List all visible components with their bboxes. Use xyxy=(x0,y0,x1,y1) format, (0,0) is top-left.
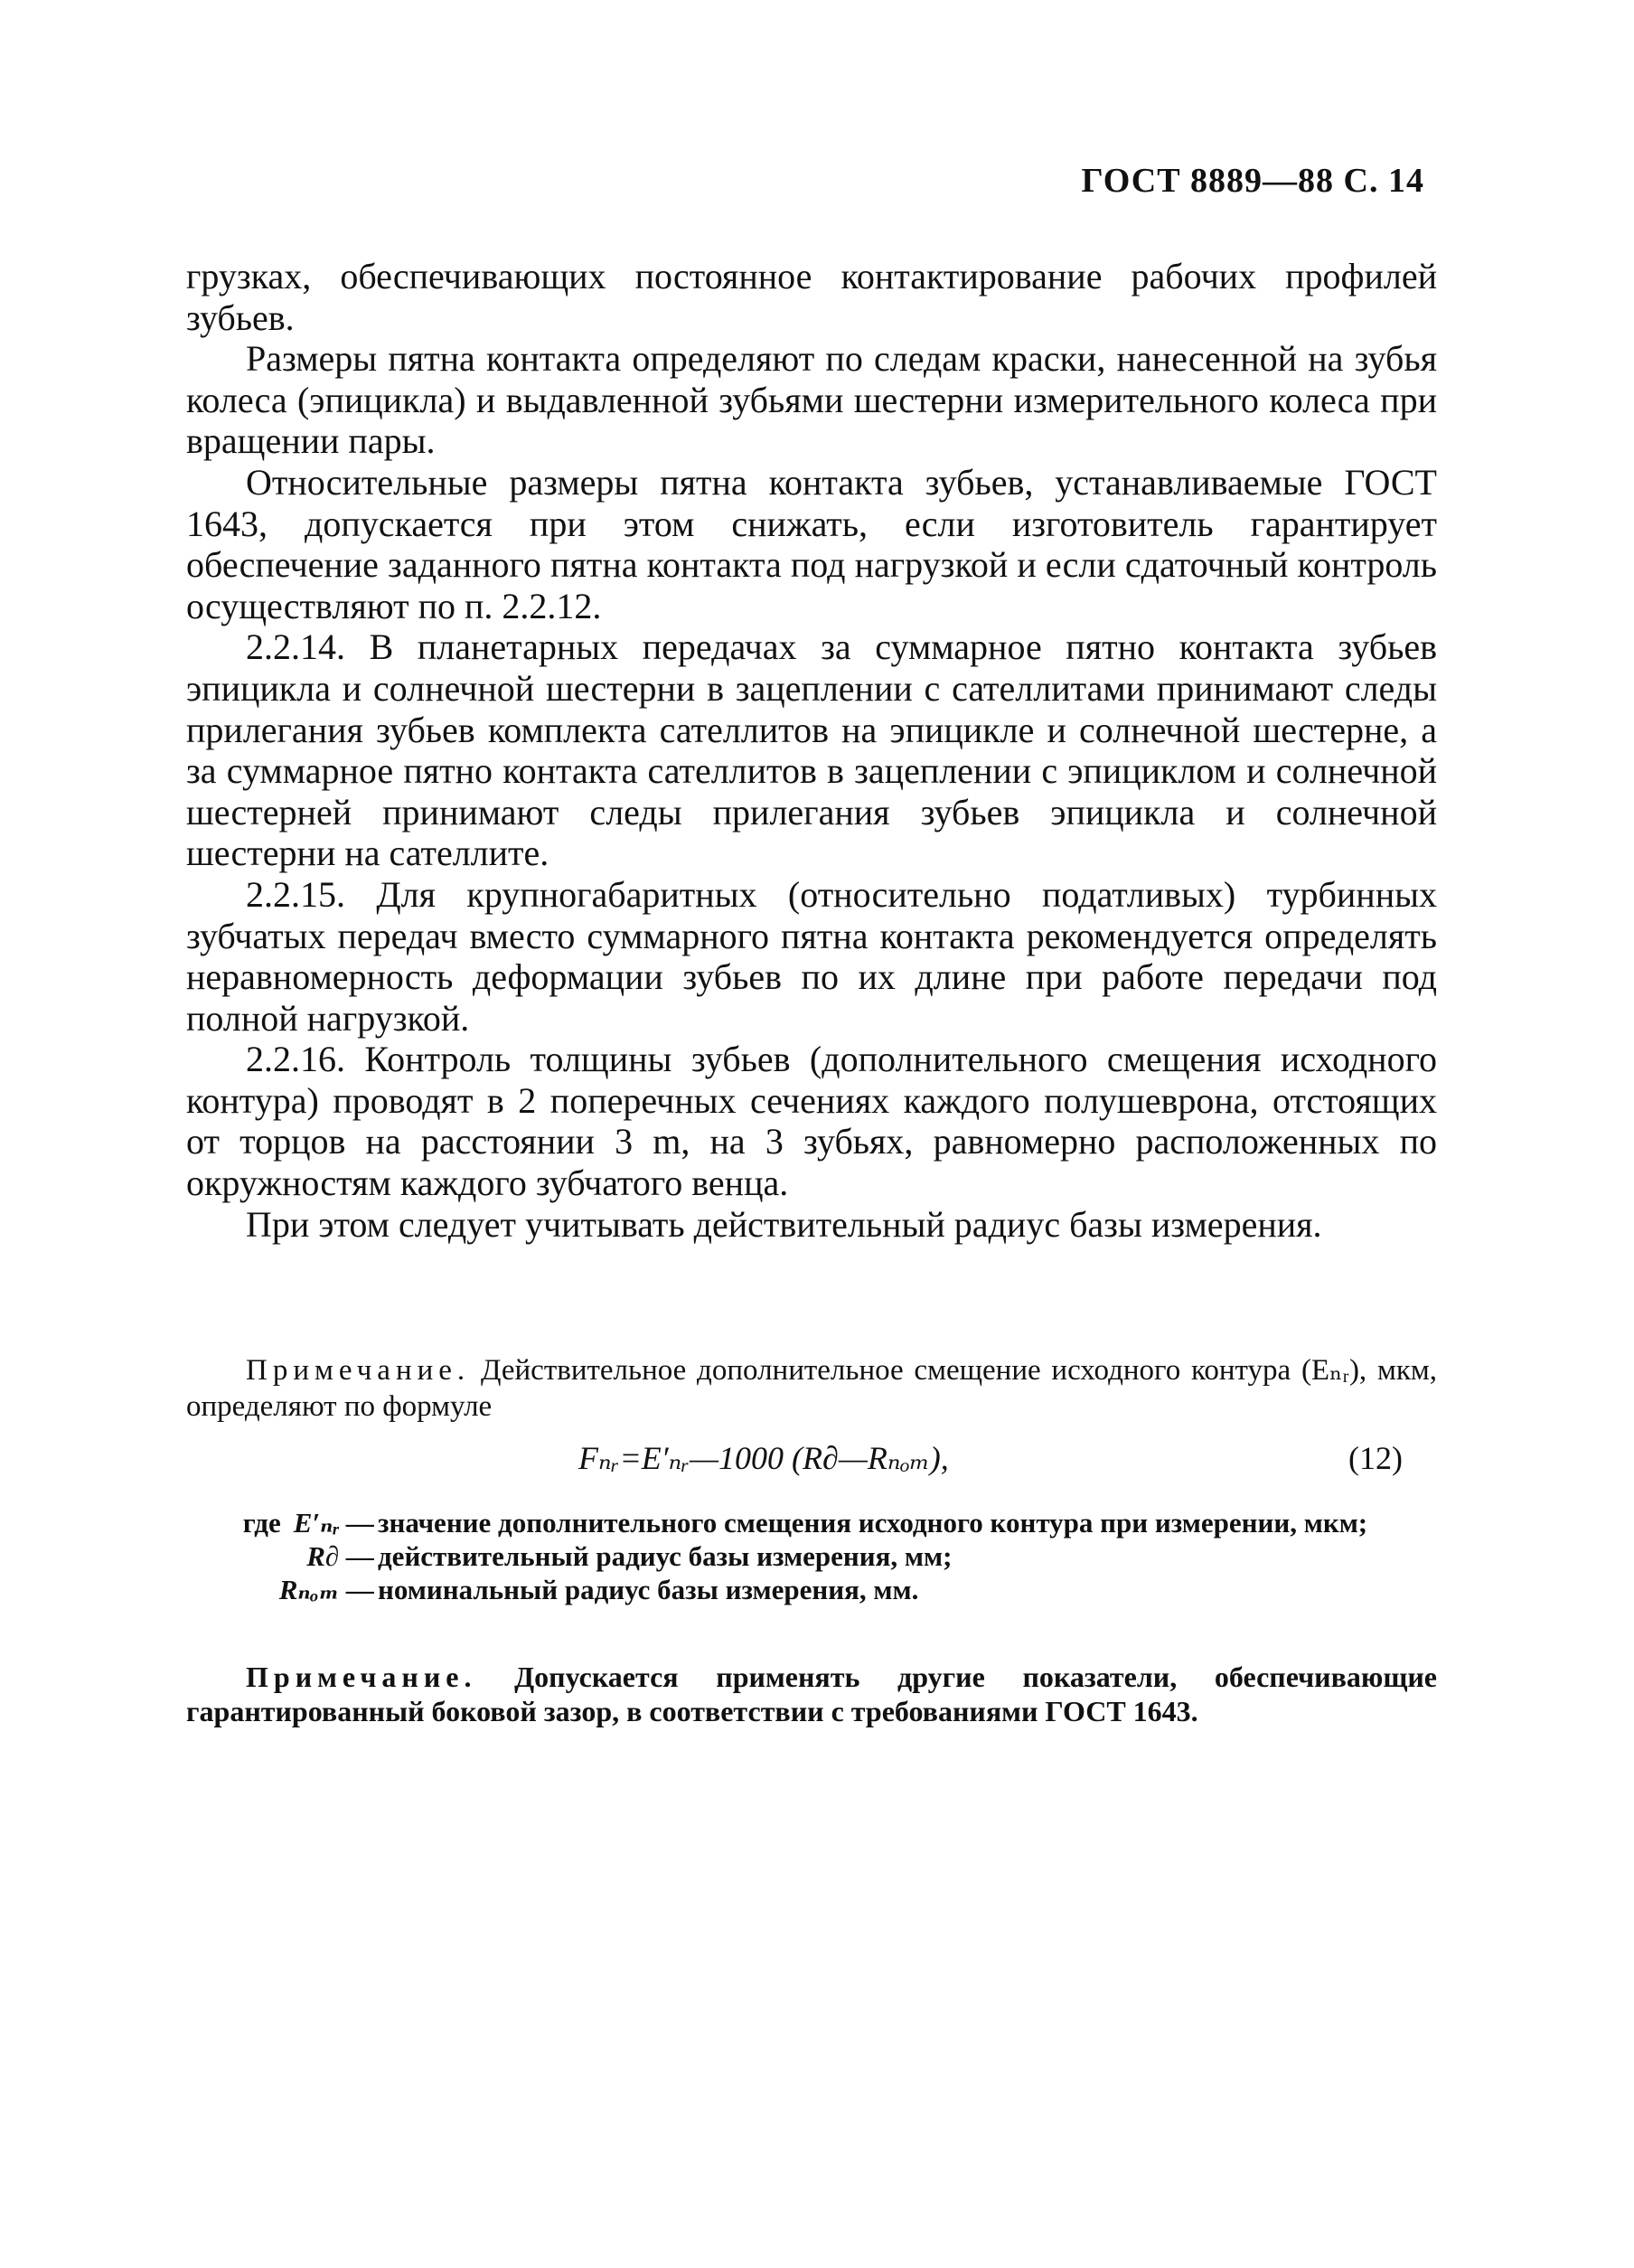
note-label: Примечание. xyxy=(246,1354,471,1387)
note-text: Действительное дополнительное смещение исходного контура (Eₙᵣ), мкм, определяют по формуле xyxy=(186,1354,1438,1423)
formula-legend xyxy=(186,1506,1437,1606)
legend-row xyxy=(186,1506,1437,1539)
legend-symbol xyxy=(186,1506,378,1539)
legend-description: номинальный радиус базы измерения, мм. xyxy=(378,1574,919,1605)
note-text: Допускается применять другие показатели, обеспечивающие гарантированный боковой зазор, в соответствии с требованиями ГОСТ 1643. xyxy=(186,1661,1438,1727)
page-header: ГОСТ 8889—88 С. 14 xyxy=(1081,162,1424,200)
paragraph-2-2-15: 2.2.15. Для крупногабаритных (относительно податливых) турбинных зубчатых передач вместо суммарного пятна контакта рекомендуется определять неравномерность деформации зубьев по их длине при работе передачи под полной нагрузкой. xyxy=(186,873,1437,1039)
formula-row xyxy=(186,1439,1437,1482)
note-paragraph xyxy=(186,1352,1437,1425)
legend-symbol-text: E′ₙᵣ — xyxy=(293,1507,374,1539)
paragraph-2-2-16: 2.2.16. Контроль толщины зубьев (дополнительного смещения исходного контура) проводят в 2 поперечных сечениях каждого полушеврона, отстоящих от торцов на расстоянии 3 m, на 3 зубьях, равномерно расположенных по окружностям каждого зубчатого венца. xyxy=(186,1039,1437,1204)
paragraph-measurement-radius: При этом следует учитывать действительный радиус базы измерения. xyxy=(246,1203,1322,1245)
note-paragraph xyxy=(186,1660,1437,1728)
paragraph-relative-size: Относительные размеры пятна контакта зубьев, устанавливаемые ГОСТ 1643, допускается при этом снижать, если изготовитель гарантирует обеспечение заданного пятна контакта под нагрузкой и если сдаточный контроль осуществляют по п. 2.2.12. xyxy=(186,461,1437,626)
legend-symbol: Rₙₒₘ — xyxy=(278,1574,374,1605)
note-formula-intro xyxy=(186,1352,1437,1425)
legend-description: значение дополнительного смещения исходного контура при измерении, мкм; xyxy=(378,1507,1368,1539)
paragraph-continuation: грузках, обеспечивающих постоянное контактирование рабочих профилей зубьев. xyxy=(186,256,1437,338)
legend-where-word: где xyxy=(242,1507,281,1539)
legend-row xyxy=(186,1573,1437,1606)
formula-number: (12) xyxy=(1348,1440,1403,1476)
paragraph-2-2-14: 2.2.14. В планетарных передачах за суммарное пятно контакта зубьев эпицикла и солнечной шестерни в зацеплении с сателлитами принимают следы прилегания зубьев комплекта сателлитов на эпицикле и солнечной шестерне, а за суммарное пятно контакта сателлитов в зацеплении с эпициклом и солнечной шестерней принимают следы прилегания зубьев эпицикла и солнечной шестерни на сателлите. xyxy=(186,626,1437,874)
note-other-indicators xyxy=(186,1660,1437,1728)
legend-row xyxy=(186,1539,1437,1573)
legend-symbol: R∂ — xyxy=(306,1540,374,1572)
legend-description: действительный радиус базы измерения, мм; xyxy=(378,1540,953,1572)
formula-expression: Fₙᵣ=E′ₙᵣ—1000 (R∂—Rₙₒₘ), xyxy=(578,1440,949,1476)
body-text xyxy=(186,256,1437,1245)
note-label: Примечание. xyxy=(246,1661,477,1693)
paragraph-contact-size: Размеры пятна контакта определяют по следам краски, нанесенной на зубья колеса (эпицикла) и выдавленной зубьями шестерни измерительного колеса при вращении пары. xyxy=(186,338,1437,462)
